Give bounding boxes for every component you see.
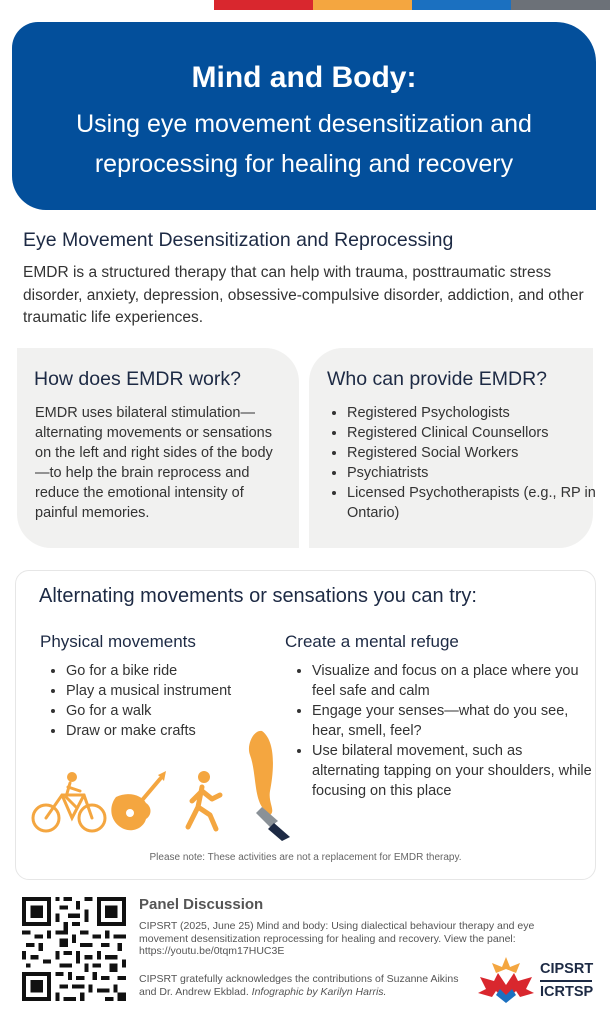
- provider-list: [327, 403, 597, 523]
- panel-discussion-heading: Panel Discussion: [139, 896, 264, 913]
- list-item: • Draw or make crafts: [66, 721, 266, 741]
- cipsrt-logo-icon: [476, 955, 536, 1003]
- list-item: • Go for a bike ride: [66, 661, 266, 681]
- paintbrush-icon: [249, 731, 290, 841]
- top-color-bars: [214, 0, 610, 10]
- cyclist-icon: [33, 772, 105, 831]
- infographic-credit: Infographic by Karilyn Harris.: [251, 985, 387, 998]
- guitar-icon: [111, 771, 166, 830]
- disclaimer-note: Please note: These activities are not a replacement for EMDR therapy.: [149, 852, 462, 863]
- ack-text: CIPSRT gratefully acknowledges the contributions of Suzanne Aikins and Dr. Andrew Ekblad.: [139, 973, 459, 998]
- intro-heading: Eye Movement Desensitization and Reprocessing: [23, 229, 454, 251]
- panel-citation: CIPSRT (2025, June 25) Mind and body: Using dialectical behaviour therapy and eye movement desensitization reprocessing for healing and recovery. View the panel: https://youtu.be/0tqm17HUC3E: [139, 920, 535, 958]
- page-subtitle: [12, 104, 596, 184]
- list-item: • Engage your senses—what do you see, hear, smell, feel?: [312, 701, 592, 741]
- bar-red: [214, 0, 313, 10]
- list-item: • Licensed Psychotherapists (e.g., RP in Ontario): [347, 483, 597, 523]
- logo-wordmark: [540, 960, 593, 1002]
- who-heading: Who can provide EMDR?: [327, 368, 548, 390]
- bar-gray: [511, 0, 610, 10]
- list-item: • Registered Psychologists: [347, 403, 597, 423]
- list-item: • Visualize and focus on a place where you feel safe and calm: [312, 661, 592, 701]
- list-item: • Registered Clinical Counsellors: [347, 423, 597, 443]
- list-item: • Registered Social Workers: [347, 443, 597, 463]
- who-provides-card: [309, 348, 596, 548]
- list-item: • Go for a walk: [66, 701, 266, 721]
- mental-list: [292, 661, 592, 801]
- subtitle-line-1: Using eye movement desensitization and: [76, 110, 532, 138]
- logo-line-1: CIPSRT: [540, 961, 594, 977]
- list-item: • Play a musical instrument: [66, 681, 266, 701]
- walker-icon: [188, 771, 220, 829]
- acknowledgement: [139, 973, 464, 998]
- logo-line-2: ICRTSP: [540, 983, 594, 1000]
- bar-blue: [412, 0, 511, 10]
- try-activities-box: [15, 570, 596, 880]
- header-banner: [12, 22, 596, 210]
- how-paragraph: EMDR uses bilateral stimulation—alternating movements or sensations on the left and right sides of the body—to help the brain reprocess and reduce the emotional intensity of painful memories.: [35, 405, 273, 521]
- intro-paragraph: EMDR is a structured therapy that can help with trauma, posttraumatic stress disorder, anxiety, depression, obsessive-compulsive disorder, addiction, and other traumatic life experiences.: [23, 264, 584, 326]
- page-title: Mind and Body:: [191, 61, 417, 94]
- qr-code[interactable]: [22, 897, 126, 1001]
- mental-refuge-heading: Create a mental refuge: [285, 632, 459, 651]
- bar-orange: [313, 0, 412, 10]
- physical-movements-heading: Physical movements: [40, 632, 196, 651]
- how-emdr-works-card: [17, 348, 299, 548]
- list-item: • Use bilateral movement, such as alternating tapping on your shoulders, while focusing on this place: [312, 741, 592, 801]
- subtitle-line-2: reprocessing for healing and recovery: [94, 150, 514, 178]
- how-heading: How does EMDR work?: [34, 368, 241, 390]
- activity-illustrations: [30, 711, 300, 841]
- list-item: • Psychiatrists: [347, 463, 597, 483]
- logo-divider: [540, 980, 592, 982]
- try-heading: Alternating movements or sensations you can try:: [39, 585, 477, 607]
